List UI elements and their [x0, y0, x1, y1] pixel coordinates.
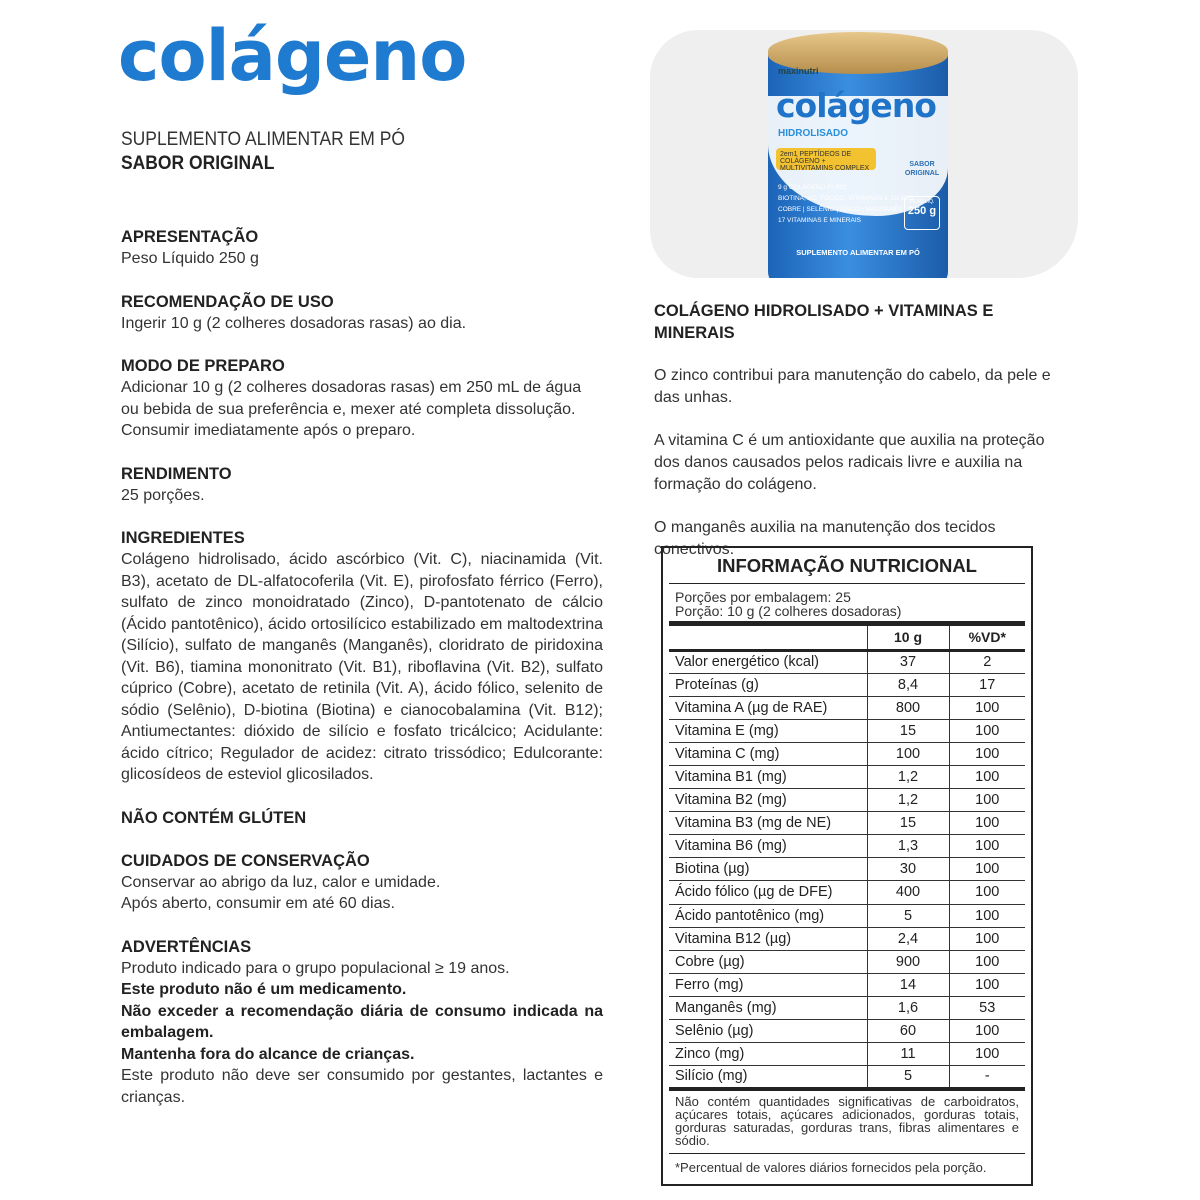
nutrient-vd: 2 — [949, 650, 1025, 673]
nutrient-name: Vitamina B12 (µg) — [669, 927, 867, 950]
nutrient-amount: 1,3 — [867, 835, 949, 858]
ingredients-text: Colágeno hidrolisado, ácido ascórbico (Vit. C), niacinamida (Vit. B3), acetato de DL-alfatocoferila (Vit. E), pirofosfato férrico (Ferro), sulfato de zinco monoidratado (Zinco), D-pantotenato de cálcio (Ácido pantotênico), ácido ortosilícico estabilizado em maltodextrina (Silício), sulfato de manganês (Manganês), cloridrato de piridoxina (Vit. B6), tiamina mononitrato (Vit. B1), riboflavina (Vit. B2), sulfato cúprico (Cobre), acetato de retinila (Vit. A), ácido fólico, selenito de sódio (Selênio), D-biotina (Biotina) e cianocobalamina (Vit. B12); Antiumectantes: dióxido de silício e fosfato tricálcico; Acidulante: ácido cítrico; Regulador de acidez: citrato trissódico; Edulcorante: glicosídeos de esteviol glicosilados. — [121, 551, 603, 783]
nutrient-vd: 100 — [949, 927, 1025, 950]
can-footer: SUPLEMENTO ALIMENTAR EM PÓ — [796, 248, 920, 257]
subtitle — [121, 128, 405, 176]
section-title: ADVERTÊNCIAS — [121, 937, 252, 956]
nutrition-facts-table — [661, 546, 1033, 1186]
section-title: MODO DE PREPARO — [121, 357, 285, 375]
section-body: Peso Líquido 250 g — [121, 250, 259, 267]
nutrient-vd: 100 — [949, 742, 1025, 765]
section-title: APRESENTAÇÃO — [121, 228, 259, 246]
nutrient-amount: 8,4 — [867, 673, 949, 696]
nutrient-amount: 60 — [867, 1020, 949, 1043]
nutrient-vd: 100 — [949, 1020, 1025, 1043]
nutrient-amount: 1,2 — [867, 765, 949, 788]
nutrient-vd: 100 — [949, 950, 1025, 973]
product-can — [768, 32, 948, 278]
warning-children: Mantenha fora do alcance de crianças. — [121, 1045, 415, 1063]
subtitle-flavor: SABOR ORIGINAL — [121, 153, 275, 174]
nutrition-row — [669, 789, 1025, 812]
nutrition-row — [669, 950, 1025, 973]
nutrient-name: Ácido fólico (µg de DFE) — [669, 881, 867, 904]
product-image — [650, 30, 1078, 278]
can-feature: BIOTINA, ÁC. FÓLICO, VITAMINAS E SILÍCIO — [778, 195, 914, 202]
nutrition-row — [669, 650, 1025, 673]
portions-per-package: Porções por embalagem: 25 — [675, 589, 851, 605]
nutrient-vd: 100 — [949, 881, 1025, 904]
warning-dosage: Não exceder a recomendação diária de consumo indicada na embalagem. — [121, 1002, 603, 1041]
nutrition-row — [669, 973, 1025, 996]
nutrient-amount: 5 — [867, 904, 949, 927]
nutrient-amount: 800 — [867, 696, 949, 719]
nutrient-vd: 100 — [949, 789, 1025, 812]
nutrient-name: Biotina (µg) — [669, 858, 867, 881]
vd-header: %VD* — [949, 626, 1025, 650]
can-weight — [904, 196, 940, 230]
nutrition-grid — [669, 626, 1025, 1091]
can-product-type: HIDROLISADO — [778, 128, 848, 139]
can-feature: COBRE | SELÊNIO | ZINCO | MANGANÊS — [778, 206, 903, 213]
nutrition-title: INFORMAÇÃO NUTRICIONAL — [669, 548, 1025, 584]
nutrient-vd: 100 — [949, 765, 1025, 788]
section-advertencias — [121, 936, 603, 1109]
section-title: INGREDIENTES — [121, 529, 245, 547]
section-body: Ingerir 10 g (2 colheres dosadoras rasas) ao dia. — [121, 314, 467, 332]
nutrient-vd: 100 — [949, 812, 1025, 835]
nutrient-name: Vitamina B6 (mg) — [669, 835, 867, 858]
nutrition-row — [669, 881, 1025, 904]
nutrient-name: Cobre (µg) — [669, 950, 867, 973]
nutrient-vd: 100 — [949, 858, 1025, 881]
benefits-column — [654, 300, 1074, 582]
nutrient-name: Ácido pantotênico (mg) — [669, 904, 867, 927]
nutrient-name: Vitamina A (µg de RAE) — [669, 696, 867, 719]
can-feature: 9 g COLÁGENO PURO — [778, 184, 847, 191]
section-conservacao — [121, 850, 603, 915]
nutrition-row — [669, 812, 1025, 835]
nutrient-amount: 1,6 — [867, 996, 949, 1019]
nutrient-name: Vitamina B3 (mg de NE) — [669, 812, 867, 835]
nutrient-vd: 100 — [949, 835, 1025, 858]
section-ingredientes — [121, 527, 603, 786]
nutrient-vd: 53 — [949, 996, 1025, 1019]
can-weight-label: PESO LÍQ. — [909, 199, 935, 205]
nutrient-amount: 900 — [867, 950, 949, 973]
nutrition-header-row — [669, 626, 1025, 650]
nutrient-name: Silício (mg) — [669, 1066, 867, 1089]
nutrition-row — [669, 835, 1025, 858]
nutrition-footnote: *Percentual de valores diários fornecidos pela porção. — [675, 1159, 987, 1175]
nutrition-row — [669, 858, 1025, 881]
nutrition-row — [669, 673, 1025, 696]
can-flavor: SABOR ORIGINAL — [904, 161, 940, 177]
product-info-column — [121, 226, 603, 1129]
nutrient-name: Vitamina B2 (mg) — [669, 789, 867, 812]
nutrient-amount: 15 — [867, 719, 949, 742]
nutrient-name: Selênio (µg) — [669, 1020, 867, 1043]
can-feature: 17 VITAMINAS E MINERAIS — [778, 217, 861, 224]
section-preparo — [121, 355, 603, 442]
nutrition-note: Não contém quantidades significativas de carboidratos, açúcares totais, açúcares adicionados, gorduras totais, gorduras saturadas, gorduras trans, fibras alimentares e sódio. — [669, 1091, 1025, 1154]
nutrition-row — [669, 719, 1025, 742]
nutrient-vd: 100 — [949, 719, 1025, 742]
nutrition-row — [669, 996, 1025, 1019]
nutrient-amount: 5 — [867, 1066, 949, 1089]
can-brand: maxinutri — [778, 66, 819, 76]
can-product-name: colágeno — [776, 86, 936, 125]
can-weight-value: 250 g — [907, 205, 937, 217]
nutrition-row — [669, 904, 1025, 927]
nutrient-amount: 100 — [867, 742, 949, 765]
nutrient-amount: 2,4 — [867, 927, 949, 950]
nutrition-row — [669, 927, 1025, 950]
benefit-vitamin-c: A vitamina C é um antioxidante que auxilia na proteção dos danos causados pelos radicais livre e auxilia na formação do colágeno. — [654, 432, 1045, 493]
nutrient-name: Vitamina B1 (mg) — [669, 765, 867, 788]
section-recomendacao — [121, 291, 603, 335]
nutrient-amount: 15 — [867, 812, 949, 835]
warning-age: Produto indicado para o grupo populacional ≥ 19 anos. — [121, 959, 510, 977]
gluten-notice: NÃO CONTÉM GLÚTEN — [121, 808, 307, 827]
portion-size: Porção: 10 g (2 colheres dosadoras) — [675, 603, 902, 619]
section-title: RECOMENDAÇÃO DE USO — [121, 292, 334, 311]
nutrient-vd: 100 — [949, 696, 1025, 719]
nutrient-name: Vitamina C (mg) — [669, 742, 867, 765]
brand-title: colágeno — [118, 15, 467, 97]
nutrient-name: Ferro (mg) — [669, 973, 867, 996]
nutrition-row — [669, 696, 1025, 719]
section-title: RENDIMENTO — [121, 464, 232, 483]
nutrition-row — [669, 1066, 1025, 1089]
nutrient-amount: 400 — [867, 881, 949, 904]
nutrition-row — [669, 742, 1025, 765]
nutrient-amount: 14 — [867, 973, 949, 996]
amount-header: 10 g — [867, 626, 949, 650]
nutrient-name: Proteínas (g) — [669, 673, 867, 696]
nutrient-amount: 1,2 — [867, 789, 949, 812]
can-features — [778, 182, 914, 226]
nutrient-vd: - — [949, 1066, 1025, 1089]
nutrient-amount: 30 — [867, 858, 949, 881]
section-body-2: Após aberto, consumir em até 60 dias. — [121, 895, 395, 912]
nutrition-rows — [669, 650, 1025, 1089]
section-rendimento — [121, 463, 603, 507]
nutrition-portions — [669, 584, 1025, 626]
subtitle-type: SUPLEMENTO ALIMENTAR EM PÓ — [121, 129, 405, 150]
nutrition-row — [669, 1020, 1025, 1043]
nutrient-name: Manganês (mg) — [669, 996, 867, 1019]
benefit-zinc: O zinco contribui para manutenção do cabelo, da pele e das unhas. — [654, 367, 1051, 406]
nutrient-name: Zinco (mg) — [669, 1043, 867, 1066]
nutrition-row — [669, 1043, 1025, 1066]
nutrition-row — [669, 765, 1025, 788]
section-gluten — [121, 807, 603, 829]
warning-pregnant: Este produto não deve ser consumido por gestantes, lactantes e crianças. — [121, 1067, 603, 1106]
section-title: CUIDADOS DE CONSERVAÇÃO — [121, 851, 370, 870]
warning-not-medicine: Este produto não é um medicamento. — [121, 981, 407, 998]
nutrient-name: Valor energético (kcal) — [669, 650, 867, 673]
nutrient-amount: 37 — [867, 650, 949, 673]
can-badge: 2em1 PEPTÍDEOS DE COLÁGENO + MULTIVITAMINS COMPLEX — [776, 148, 876, 170]
section-body: Adicionar 10 g (2 colheres dosadoras rasas) em 250 mL de água ou bebida de sua preferência e, mexer até completa dissolução. — [121, 379, 582, 418]
nutrient-vd: 100 — [949, 973, 1025, 996]
nutrient-amount: 11 — [867, 1043, 949, 1066]
nutrient-name: Vitamina E (mg) — [669, 719, 867, 742]
nutrient-vd: 100 — [949, 904, 1025, 927]
benefit-manganese: O manganês auxilia na manutenção dos tecidos conectivos. — [654, 519, 996, 558]
nutrient-vd: 100 — [949, 1043, 1025, 1066]
section-body-2: Consumir imediatamente após o preparo. — [121, 422, 416, 439]
nutrient-vd: 17 — [949, 673, 1025, 696]
section-body: Conservar ao abrigo da luz, calor e umidade. — [121, 873, 441, 891]
nutrient-header — [669, 626, 867, 650]
section-apresentacao — [121, 226, 603, 270]
section-body: 25 porções. — [121, 486, 205, 504]
benefits-title: COLÁGENO HIDROLISADO + VITAMINAS E MINERAIS — [654, 302, 994, 342]
